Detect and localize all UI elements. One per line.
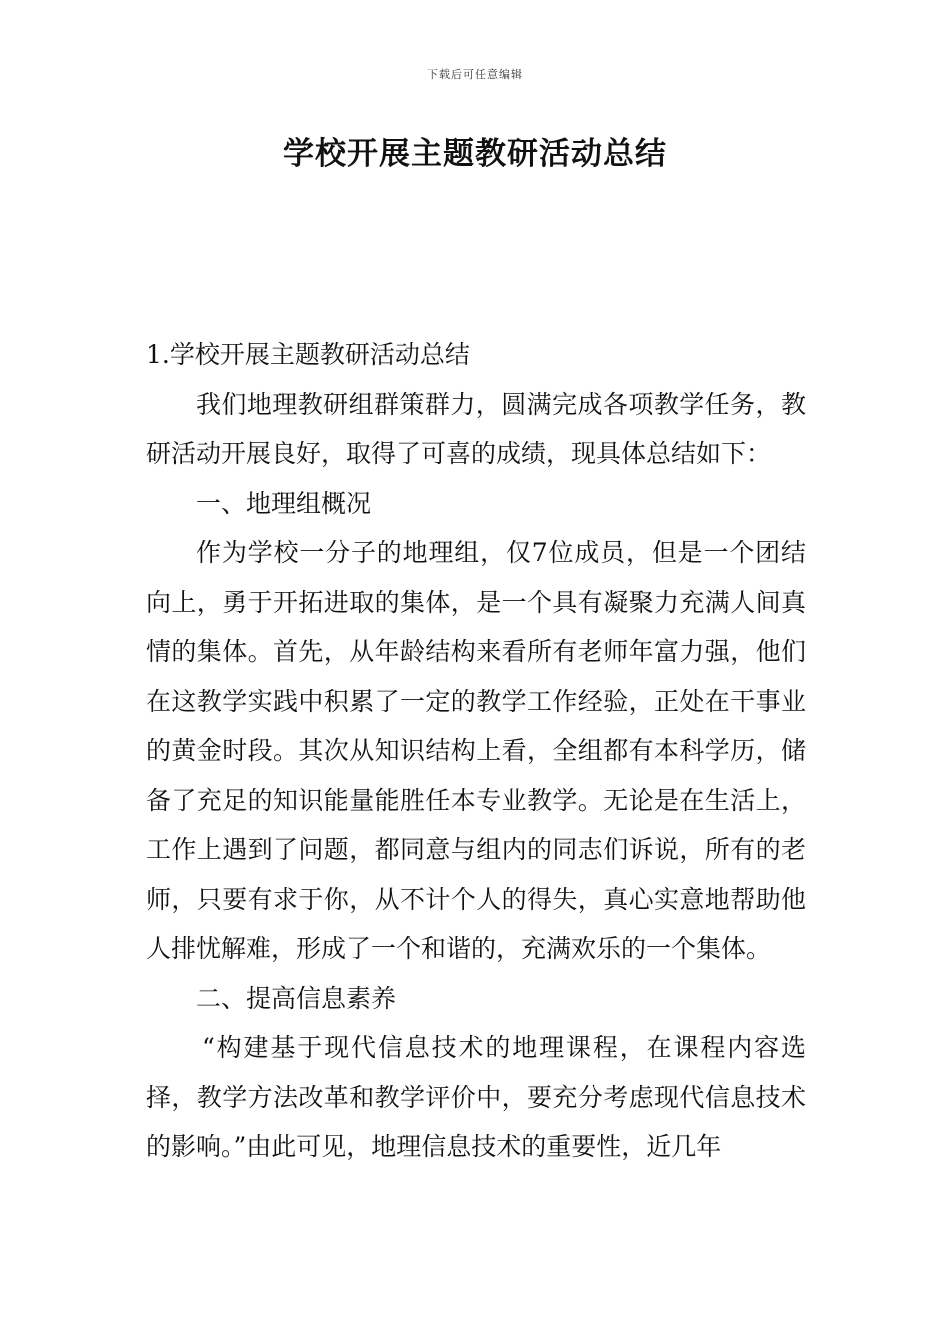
section-paragraph-1: 作为学校一分子的地理组，仅7位成员，但是一个团结向上，勇于开拓进取的集体，是一个具有凝聚力充满人间真情的集体。首先，从年龄结构来看所有老师年富力强，他们在这教学实践中积累了一定的教学工作经验，正处在干事业的黄金时段。其次从知识结构上看，全组都有本科学历，储备了充足的知识能量能胜任本专业教学。无论是在生活上，工作上遇到了问题，都同意与组内的同志们诉说，所有的老师，只要有求于你，从不计个人的得失，真心实意地帮助他人排忧解难，形成了一个和谐的，充满欢乐的一个集体。 <box>146 538 806 963</box>
section-heading-1: 一、地理组概况 <box>196 488 372 518</box>
section-heading-2: 二、提高信息素养 <box>196 983 397 1013</box>
intro-paragraph: 我们地理教研组群策群力，圆满完成各项教学任务，教研活动开展良好，取得了可喜的成绩，现具体总结如下： <box>146 389 806 468</box>
item-heading: 1.学校开展主题教研活动总结 <box>146 340 470 369</box>
header-note: 下载后可任意编辑 <box>427 68 523 81</box>
document-title: 学校开展主题教研活动总结 <box>283 136 667 172</box>
document-body <box>146 330 806 1172</box>
section-paragraph-2: “构建基于现代信息技术的地理课程，在课程内容选择，教学方法改革和教学评价中，要充分考虑现代信息技术的影响。”由此可见，地理信息技术的重要性，近几年 <box>146 1033 806 1161</box>
